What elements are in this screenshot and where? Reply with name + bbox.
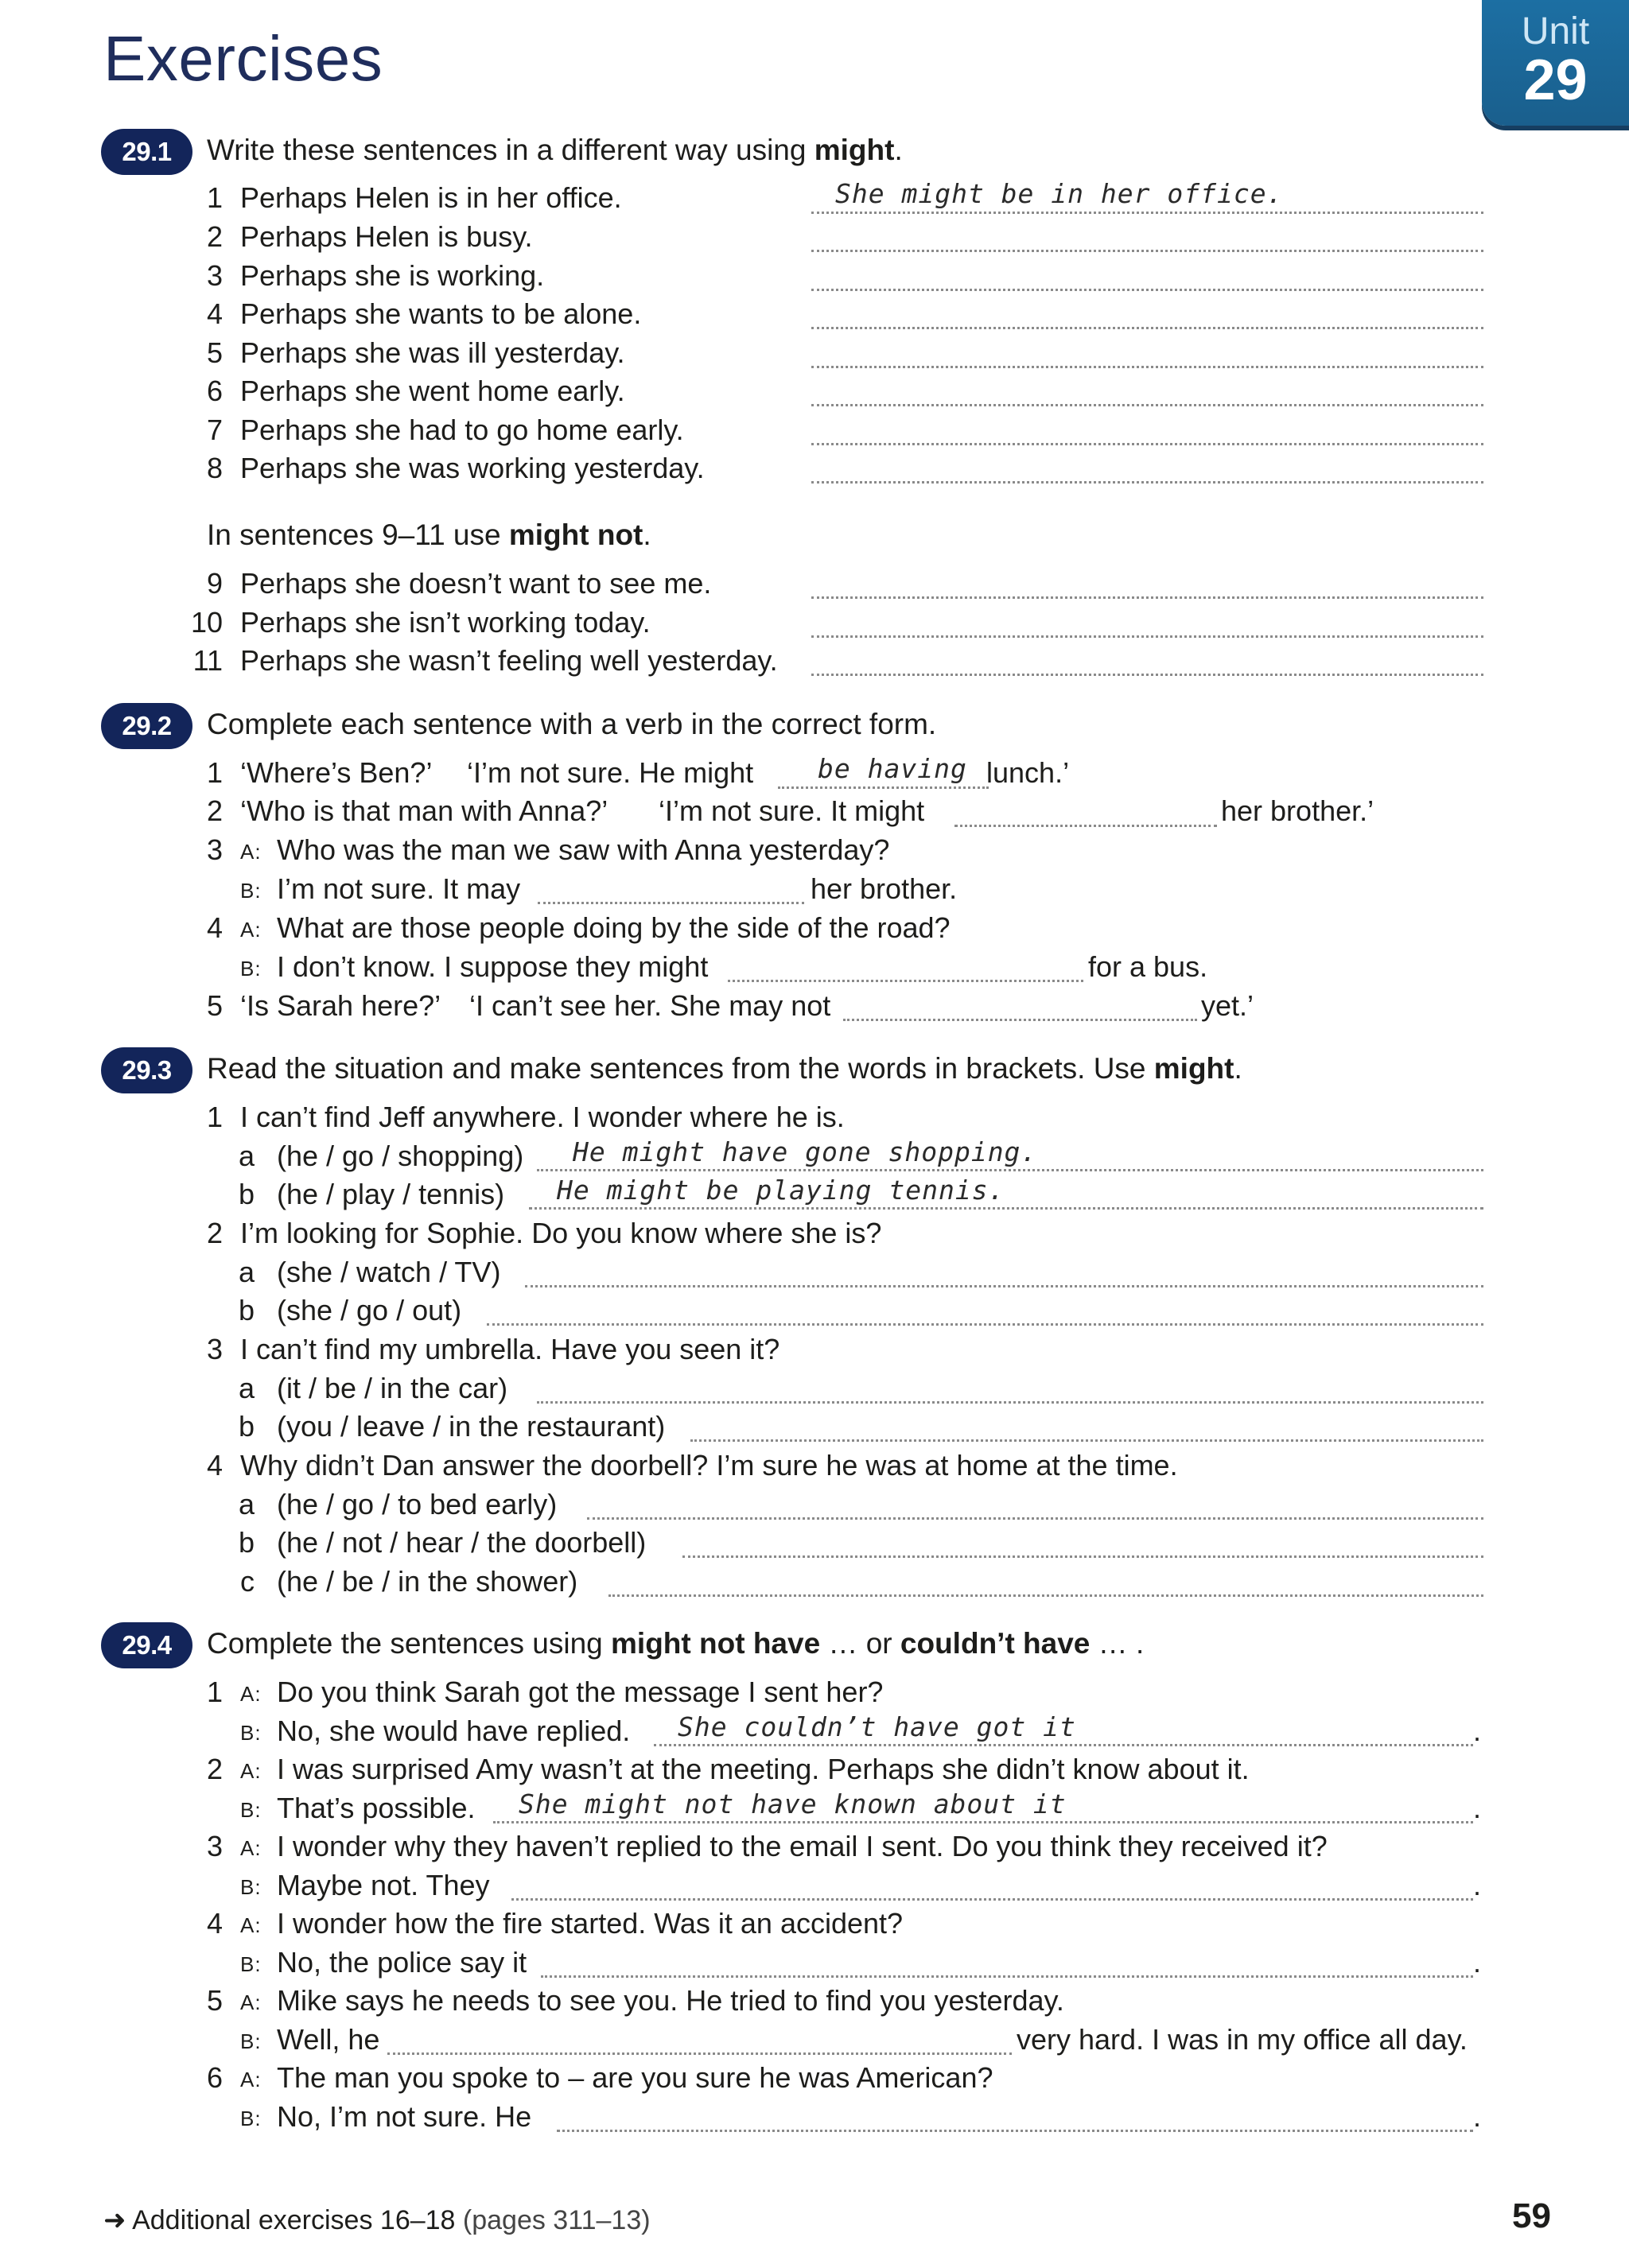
exercise-badge-29-4: 29.4 xyxy=(101,1622,192,1668)
item-number: 2 xyxy=(206,1753,223,1785)
answer-line[interactable] xyxy=(511,1898,1473,1901)
handwritten-answer: He might be playing tennis. xyxy=(557,1175,1005,1206)
exercise-badge-29-2: 29.2 xyxy=(101,703,192,749)
item-number: 10 xyxy=(191,606,224,639)
item-text: I’m looking for Sophie. Do you know where she is? xyxy=(240,1217,882,1249)
answer-line[interactable] xyxy=(811,443,1483,445)
exercise-instruction: Complete each sentence with a verb in the correct form. xyxy=(207,708,937,740)
item-text: yet.’ xyxy=(1201,989,1254,1022)
answer-line[interactable] xyxy=(690,1439,1483,1442)
answer-line[interactable] xyxy=(811,674,1483,676)
item-letter: b xyxy=(238,1526,255,1559)
answer-line[interactable] xyxy=(811,289,1483,291)
item-letter: a xyxy=(238,1140,255,1172)
item-text: Perhaps she had to go home early. xyxy=(240,414,684,446)
answer-line[interactable] xyxy=(843,1019,1197,1021)
answer-line[interactable] xyxy=(587,1517,1483,1520)
speaker-label: B: xyxy=(240,2029,262,2053)
answer-line[interactable] xyxy=(529,1207,1483,1210)
exercise-badge-29-3: 29.3 xyxy=(101,1047,192,1093)
item-text: The man you spoke to – are you sure he was American? xyxy=(277,2061,993,2094)
speaker-label: A: xyxy=(240,1836,262,1860)
item-text: No, she would have replied. xyxy=(277,1715,631,1747)
answer-line[interactable] xyxy=(537,1401,1483,1404)
item-text: I don’t know. I suppose they might xyxy=(277,950,709,983)
item-number: 4 xyxy=(206,911,223,944)
answer-line[interactable] xyxy=(811,481,1483,484)
answer-line[interactable] xyxy=(811,212,1483,214)
item-text: No, the police say it xyxy=(277,1946,527,1979)
item-text: Who was the man we saw with Anna yesterday? xyxy=(277,833,890,866)
item-letter: b xyxy=(238,1410,255,1443)
item-number: 5 xyxy=(206,989,223,1022)
item-text: lunch.’ xyxy=(986,756,1070,789)
speaker-label: B: xyxy=(240,879,262,903)
page-number: 59 xyxy=(1512,2196,1551,2235)
item-text: (he / go / shopping) xyxy=(277,1140,524,1172)
speaker-label: B: xyxy=(240,1721,262,1745)
item-text: ‘I’m not sure. He might xyxy=(467,756,754,789)
unit-number: 29 xyxy=(1523,49,1588,112)
item-text: Perhaps she was ill yesterday. xyxy=(240,336,625,369)
answer-line[interactable] xyxy=(682,1555,1483,1558)
item-text: Perhaps Helen is in her office. xyxy=(240,181,622,214)
speaker-label: A: xyxy=(240,918,262,942)
item-number: 3 xyxy=(206,259,223,292)
handwritten-answer: She might be in her office. xyxy=(835,178,1284,209)
item-text: ‘Where’s Ben?’ xyxy=(240,756,433,789)
item-number: 5 xyxy=(206,336,223,369)
answer-line[interactable] xyxy=(541,1975,1473,1978)
item-text: (you / leave / in the restaurant) xyxy=(277,1410,666,1443)
page-title: Exercises xyxy=(103,23,383,94)
unit-tab xyxy=(1482,0,1629,126)
item-number: 4 xyxy=(206,1449,223,1482)
footer-text: Additional exercises 16–18 xyxy=(132,2205,456,2235)
item-text: (she / watch / TV) xyxy=(277,1256,501,1288)
speaker-label: A: xyxy=(240,1682,262,1706)
answer-line[interactable] xyxy=(654,1744,1473,1746)
item-number: 1 xyxy=(206,1676,223,1708)
item-number: 3 xyxy=(206,833,223,866)
handwritten-answer: She might not have known about it xyxy=(519,1788,1067,1819)
item-text: Perhaps Helen is busy. xyxy=(240,220,533,253)
item-end: . xyxy=(1473,2100,1482,2133)
speaker-label: B: xyxy=(240,1952,262,1976)
answer-line[interactable] xyxy=(525,1285,1483,1287)
item-text: Perhaps she isn’t working today. xyxy=(240,606,651,639)
arrow-right-icon: ➜ xyxy=(103,2205,126,2235)
item-text: I’m not sure. It may xyxy=(277,872,521,905)
item-number: 3 xyxy=(206,1830,223,1862)
speaker-label: B: xyxy=(240,1875,262,1899)
item-number: 5 xyxy=(206,1984,223,2017)
answer-line[interactable] xyxy=(778,786,989,789)
item-end: very hard. I was in my office all day. xyxy=(1017,2023,1468,2056)
item-number: 2 xyxy=(206,220,223,253)
item-text: Maybe not. They xyxy=(277,1869,490,1901)
item-text: for a bus. xyxy=(1088,950,1208,983)
item-text: I wonder why they haven’t replied to the email I sent. Do you think they received it? xyxy=(277,1830,1328,1862)
item-text: No, I’m not sure. He xyxy=(277,2100,532,2133)
speaker-label: A: xyxy=(240,1913,262,1937)
answer-line[interactable] xyxy=(811,366,1483,368)
item-number: 9 xyxy=(206,567,223,600)
item-text: Perhaps she wants to be alone. xyxy=(240,297,642,330)
item-text: Mike says he needs to see you. He tried to find you yesterday. xyxy=(277,1984,1064,2017)
speaker-label: B: xyxy=(240,957,262,981)
item-text: Why didn’t Dan answer the doorbell? I’m sure he was at home at the time. xyxy=(240,1449,1178,1482)
footer-pages: (pages 311–13) xyxy=(462,2205,651,2235)
answer-line[interactable] xyxy=(811,596,1483,599)
item-number: 11 xyxy=(192,644,223,677)
item-text: That’s possible. xyxy=(277,1792,476,1824)
item-text: ‘Is Sarah here?’ xyxy=(240,989,441,1022)
item-end: . xyxy=(1473,1715,1482,1747)
speaker-label: A: xyxy=(240,2068,262,2091)
exercise-instruction: Complete the sentences using might not have … or couldn’t have … . xyxy=(207,1627,1145,1660)
item-end: . xyxy=(1473,1869,1482,1901)
item-letter: a xyxy=(238,1488,255,1520)
item-text: Perhaps she is working. xyxy=(240,259,545,292)
item-end: . xyxy=(1473,1946,1482,1979)
item-text: (he / not / hear / the doorbell) xyxy=(277,1526,647,1559)
item-text: Perhaps she went home early. xyxy=(240,375,625,407)
exercise-badge-29-1: 29.1 xyxy=(101,129,192,175)
item-number: 2 xyxy=(206,1217,223,1249)
item-number: 8 xyxy=(206,452,223,484)
item-text: I wonder how the fire started. Was it an accident? xyxy=(277,1907,904,1940)
item-text: (it / be / in the car) xyxy=(277,1372,508,1404)
item-text: I can’t find Jeff anywhere. I wonder where he is. xyxy=(240,1101,845,1133)
item-text: Well, he xyxy=(277,2023,380,2056)
item-text: Perhaps she wasn’t feeling well yesterday. xyxy=(240,644,778,677)
item-number: 3 xyxy=(206,1333,223,1365)
item-text: I was surprised Amy wasn’t at the meeting. Perhaps she didn’t know about it. xyxy=(277,1753,1250,1785)
handwritten-answer: She couldn’t have got it xyxy=(678,1711,1076,1742)
item-text: ‘Who is that man with Anna?’ xyxy=(240,794,608,827)
item-text: Perhaps she was working yesterday. xyxy=(240,452,705,484)
additional-exercises-link[interactable] xyxy=(103,2204,651,2236)
answer-line[interactable] xyxy=(608,1594,1483,1597)
item-text: What are those people doing by the side of the road? xyxy=(277,911,951,944)
sub-instruction: In sentences 9–11 use might not. xyxy=(207,518,651,551)
speaker-label: B: xyxy=(240,1798,262,1822)
item-text: (he / play / tennis) xyxy=(277,1178,505,1210)
answer-line[interactable] xyxy=(811,635,1483,638)
answer-line[interactable] xyxy=(728,980,1083,982)
item-letter: c xyxy=(240,1565,255,1598)
item-number: 4 xyxy=(206,1907,223,1940)
speaker-label: B: xyxy=(240,2107,262,2130)
speaker-label: A: xyxy=(240,1759,262,1783)
item-end: . xyxy=(1473,1792,1482,1824)
item-number: 1 xyxy=(206,756,223,789)
item-number: 4 xyxy=(206,297,223,330)
item-text: ‘I can’t see her. She may not xyxy=(469,989,831,1022)
item-number: 2 xyxy=(206,794,223,827)
answer-line[interactable] xyxy=(387,2052,1012,2055)
answer-line[interactable] xyxy=(557,2130,1473,2132)
handwritten-answer: be having xyxy=(818,753,967,784)
handwritten-answer: He might have gone shopping. xyxy=(573,1136,1038,1167)
exercise-instruction: Read the situation and make sentences from the words in brackets. Use might. xyxy=(207,1052,1242,1085)
item-text: her brother.’ xyxy=(1221,794,1374,827)
item-letter: a xyxy=(238,1372,255,1404)
speaker-label: A: xyxy=(240,840,262,864)
item-number: 6 xyxy=(206,375,223,407)
item-number: 1 xyxy=(206,181,223,214)
answer-line[interactable] xyxy=(538,902,804,904)
unit-label: Unit xyxy=(1521,10,1590,52)
item-letter: a xyxy=(238,1256,255,1288)
item-number: 6 xyxy=(206,2061,223,2094)
answer-line[interactable] xyxy=(811,327,1483,329)
item-number: 7 xyxy=(206,414,223,446)
answer-line[interactable] xyxy=(811,250,1483,252)
answer-line[interactable] xyxy=(537,1169,1483,1171)
speaker-label: A: xyxy=(240,1990,262,2014)
item-number: 1 xyxy=(206,1101,223,1133)
item-text: her brother. xyxy=(811,872,958,905)
item-text: I can’t find my umbrella. Have you seen it? xyxy=(240,1333,780,1365)
answer-line[interactable] xyxy=(811,404,1483,406)
item-letter: b xyxy=(238,1294,255,1326)
item-text: (he / go / to bed early) xyxy=(277,1488,558,1520)
item-text: (she / go / out) xyxy=(277,1294,462,1326)
item-text: ‘I’m not sure. It might xyxy=(659,794,925,827)
item-text: Do you think Sarah got the message I sent her? xyxy=(277,1676,884,1708)
item-text: (he / be / in the shower) xyxy=(277,1565,578,1598)
answer-line[interactable] xyxy=(954,825,1217,827)
item-letter: b xyxy=(238,1178,255,1210)
item-text: Perhaps she doesn’t want to see me. xyxy=(240,567,712,600)
answer-line[interactable] xyxy=(493,1821,1473,1823)
answer-line[interactable] xyxy=(487,1323,1483,1326)
exercise-instruction: Write these sentences in a different way using might. xyxy=(207,134,903,166)
